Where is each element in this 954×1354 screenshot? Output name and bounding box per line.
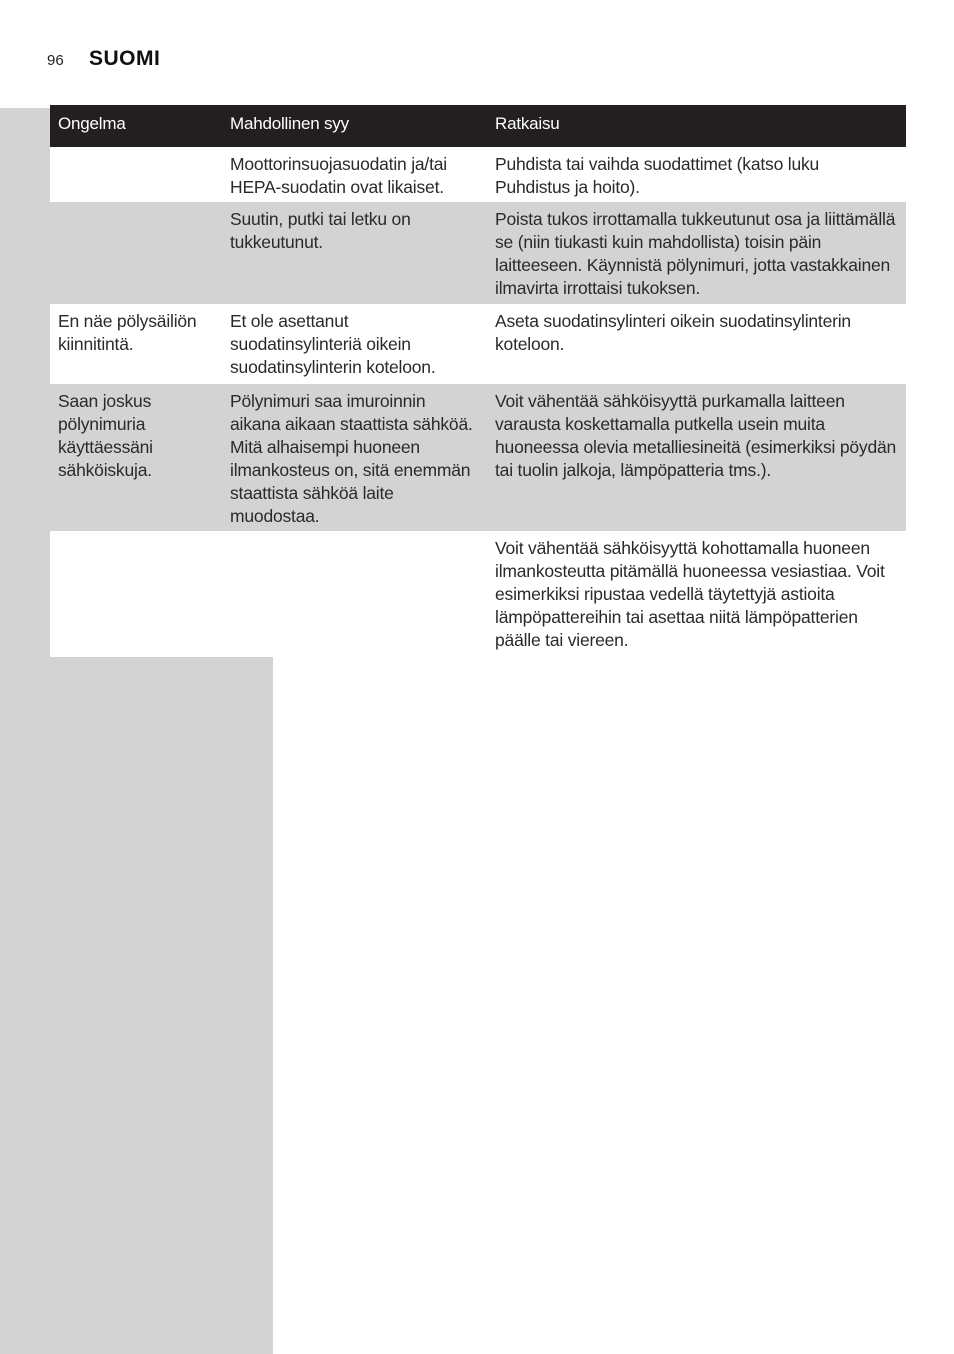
cell-cause: Moottorinsuojasuodatin ja/tai HEPA-suodatin ovat likaiset. [230, 154, 447, 197]
cell-solution: Aseta suodatinsylinteri oikein suodatinsylinterin koteloon. [495, 311, 851, 354]
header-problem: Ongelma [58, 114, 126, 133]
cell-cause: Suutin, putki tai letku on tukkeutunut. [230, 209, 411, 252]
cell-problem: En näe pölysäiliön kiinnitintä. [58, 311, 197, 354]
troubleshooting-table [50, 105, 906, 657]
cell-problem [50, 202, 222, 304]
cell-problem: Saan joskus pölynimuria käyttäessäni sähköiskuja. [58, 391, 153, 480]
table-row [50, 384, 906, 531]
cell-problem [50, 531, 222, 657]
table-header-row [50, 105, 906, 147]
cell-cause: Pölynimuri saa imuroinnin aikana aikaan staattista sähköä. Mitä alhaisempi huoneen ilmankosteus on, sitä enemmän staattista sähköä laite muodostaa. [230, 391, 473, 526]
cell-solution: Voit vähentää sähköisyyttä kohottamalla huoneen ilmankosteutta pitämällä huoneessa vesiastiaa. Voit esimerkiksi ripustaa vedellä täytettyjä astioita lämpöpattereihin tai asettaa niitä lämpöpatterien päälle tai viereen. [495, 538, 885, 650]
table-row [50, 531, 906, 657]
cell-cause [222, 531, 487, 657]
cell-solution: Poista tukos irrottamalla tukkeutunut osa ja liittämällä se (niin tiukasti kuin mahdollista) toisin päin laitteeseen. Käynnistä pölynimuri, jotta vastakkainen ilmavirta irrottaisi tukoksen. [495, 209, 896, 298]
table-row [50, 202, 906, 304]
cell-cause: Et ole asettanut suodatinsylinteriä oikein suodatinsylinterin koteloon. [230, 311, 436, 377]
header-cause: Mahdollinen syy [230, 114, 349, 133]
cell-solution: Puhdista tai vaihda suodattimet (katso luku Puhdistus ja hoito). [495, 154, 820, 197]
section-title: SUOMI [89, 47, 161, 70]
cell-problem [50, 147, 222, 202]
cell-solution: Voit vähentää sähköisyyttä purkamalla laitteen varausta koskettamalla putkella usein muita huoneessa olevia metalliesineitä (esimerkiksi pöydän tai tuolin jalkoja, lämpöpatteria tms.). [495, 391, 897, 480]
table-row [50, 147, 906, 202]
header-solution: Ratkaisu [495, 114, 560, 133]
page-number: 96 [47, 52, 64, 69]
table-row [50, 304, 906, 384]
